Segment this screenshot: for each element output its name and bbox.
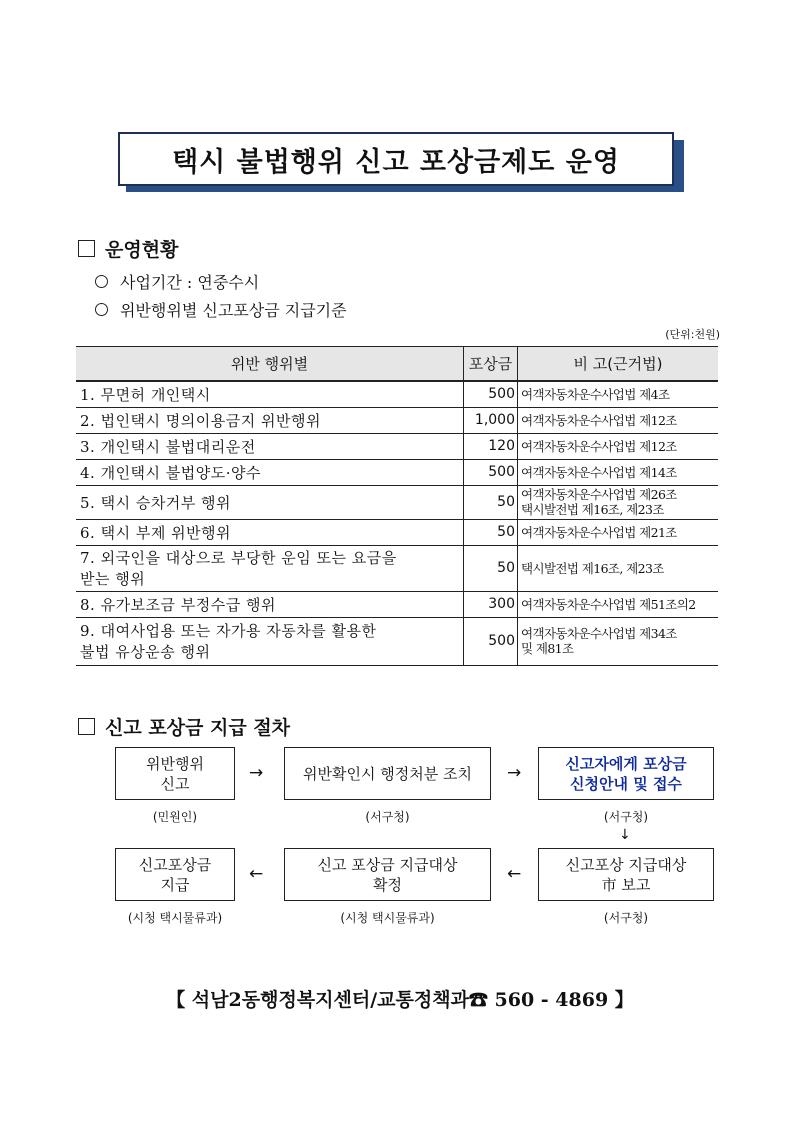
flow-step-label: 신고자에게 포상금 신청안내 및 접수 [565,754,687,793]
amount-cell: 50 [464,545,518,591]
flow-step-apply [538,747,714,800]
note-cell: 여객자동차운수사업법 제26조 택시발전법 제16조, 제23조 [518,485,719,519]
violation-cell: 2. 법인택시 명의이용금지 위반행위 [76,407,464,433]
amount-cell: 500 [464,381,518,407]
flow-caption: (민원인) [152,810,198,824]
bullet-text: 사업기간 : 연중수시 [120,273,260,292]
violation-cell: 1. 무면허 개인택시 [76,381,464,407]
amount-cell: 50 [464,519,518,545]
table-row [76,433,718,459]
table-row [76,591,718,617]
arrow-down-icon: ↓ [619,827,631,843]
table-header-row [76,347,718,382]
unit-label: (단위:천원) [665,328,720,341]
flow-step-action [284,747,491,800]
note-cell: 여객자동차운수사업법 제12조 [518,407,719,433]
flow-caption: (서구청) [365,810,410,824]
flow-step-label: 신고 포상금 지급대상 확정 [317,855,458,894]
violation-cell: 5. 택시 승차거부 행위 [76,485,464,519]
arrow-left-icon: ← [507,864,522,884]
violation-cell: 4. 개인택시 불법양도·양수 [76,459,464,485]
bullet-item [95,270,259,293]
checkbox-square-icon [78,718,95,735]
bullet-item [95,298,347,321]
note-cell: 여객자동차운수사업법 제12조 [518,433,719,459]
note-cell: 여객자동차운수사업법 제4조 [518,381,719,407]
arrow-left-icon: ← [249,864,264,884]
table-row [76,519,718,545]
violation-cell: 7. 외국인을 대상으로 부당한 운임 또는 요금을 받는 행위 [76,545,464,591]
table-row [76,617,718,665]
flow-caption: (서구청) [603,810,649,824]
section-heading-status [78,235,178,262]
violation-cell: 8. 유가보조금 부정수급 행위 [76,591,464,617]
reward-table [76,346,718,666]
flow-step-label: 신고포상금 지급 [138,855,212,894]
table-row [76,459,718,485]
amount-cell: 300 [464,591,518,617]
violation-cell: 6. 택시 부제 위반행위 [76,519,464,545]
amount-cell: 500 [464,617,518,665]
note-cell: 여객자동차운수사업법 제51조의2 [518,591,719,617]
table-row [76,485,718,519]
table-row [76,407,718,433]
section-heading-procedure [78,713,290,740]
arrow-right-icon: → [249,763,264,783]
header-amount: 포상금 [464,347,518,382]
violation-cell: 3. 개인택시 불법대리운전 [76,433,464,459]
amount-cell: 500 [464,459,518,485]
bullet-text: 위반행위별 신고포상금 지급기준 [120,301,347,320]
note-cell: 택시발전법 제16조, 제23조 [518,545,719,591]
flow-caption: (시청 택시물류과) [340,911,435,925]
amount-cell: 120 [464,433,518,459]
footer-contact: 【 석남2동행정복지센터/교통정책과☎ 560 - 4869 】 [166,989,634,1011]
header-violation: 위반 행위별 [76,347,464,382]
flow-step-label: 신고포상 지급대상 市 보고 [565,855,687,894]
page-title: 택시 불법행위 신고 포상금제도 운영 [172,146,620,178]
section-heading-label: 운영현황 [105,239,179,261]
note-cell: 여객자동차운수사업법 제34조 및 제81조 [518,617,719,665]
header-note: 비 고(근거법) [518,347,719,382]
table-row [76,381,718,407]
amount-cell: 1,000 [464,407,518,433]
circle-bullet-icon [95,303,108,316]
amount-cell: 50 [464,485,518,519]
flow-step-label: 위반확인시 행정처분 조치 [303,764,472,783]
checkbox-square-icon [78,240,95,257]
section-heading-label: 신고 포상금 지급 절차 [105,717,291,739]
flow-step-confirm [284,848,491,901]
circle-bullet-icon [95,275,108,288]
flow-step-label: 위반행위 신고 [146,754,204,793]
table-row [76,545,718,591]
flow-step-report [115,747,235,800]
flow-caption: (시청 택시물류과) [127,911,223,925]
title-box [118,132,674,186]
note-cell: 여객자동차운수사업법 제21조 [518,519,719,545]
flow-step-city-report [538,848,714,901]
note-cell: 여객자동차운수사업법 제14조 [518,459,719,485]
flow-step-pay [115,848,235,901]
arrow-right-icon: → [507,763,522,783]
violation-cell: 9. 대여사업용 또는 자가용 자동차를 활용한 불법 유상운송 행위 [76,617,464,665]
flow-caption: (서구청) [603,911,649,925]
